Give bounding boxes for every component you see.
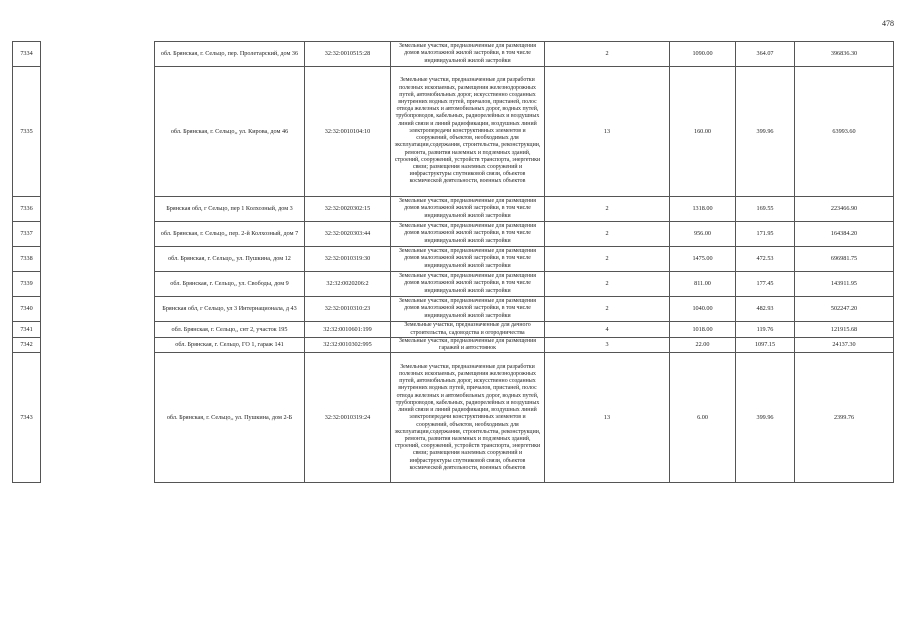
cell-id: 7343 — [13, 353, 41, 483]
cell-spacer — [41, 222, 155, 247]
table-row — [13, 197, 894, 222]
cell-purpose: Земельные участки, предназначенные для размещения домов малоэтажной жилой застройки, в том числе индивидуальной жилой застройки — [391, 247, 545, 272]
cell-spacer — [41, 297, 155, 322]
cell-value: 24137.30 — [795, 338, 894, 353]
cell-cadastral-number: 32:32:0010515:28 — [305, 42, 391, 67]
table-row — [13, 42, 894, 67]
cell-area: 1318.00 — [670, 197, 736, 222]
cell-code: 2 — [545, 297, 670, 322]
cell-value: 164384.20 — [795, 222, 894, 247]
cell-code: 13 — [545, 67, 670, 197]
cell-purpose: Земельные участки, предназначенные для разработки полезных ископаемых, размещения железнодорожных путей, автомобильных дорог, искусственно созданных внутренних водных путей, причалов, пристаней, полос отвода железных и автомобильных дорог, водных путей, трубопроводов, кабельных, радиорелейных и воздушных линий связи и линий радиофикации, воздушных линий электропередачи конструктивных элементов и сооружений, объектов, необходимых для эксплуатации,содержания, строительства, реконструкции, ремонта, развития наземных и подземных зданий, строений, сооружений, устройств транспорта, энергетики связи; размещения наземных сооружений и инфраструктуры спутниковой связи, объектов космической деятельности, военных объектов — [391, 353, 545, 483]
cell-address: обл. Брянская, г. Сельцо, ГО 1, гараж 141 — [155, 338, 305, 353]
cell-value: 143911.95 — [795, 272, 894, 297]
table-row — [13, 338, 894, 353]
cell-purpose: Земельные участки, предназначенные для дачного строительства, садоводства и огородничества — [391, 322, 545, 338]
cell-code: 2 — [545, 42, 670, 67]
cell-area: 6.00 — [670, 353, 736, 483]
cell-cadastral-number: 32:32:0010319:24 — [305, 353, 391, 483]
cell-purpose: Земельные участки, предназначенные для размещения домов малоэтажной жилой застройки, в том числе индивидуальной жилой застройки — [391, 272, 545, 297]
cell-area: 1090.00 — [670, 42, 736, 67]
cell-purpose: Земельные участки, предназначенные для размещения домов малоэтажной жилой застройки, в том числе индивидуальной жилой застройки — [391, 297, 545, 322]
cell-id: 7337 — [13, 222, 41, 247]
cell-purpose: Земельные участки, предназначенные для размещения гаражей и автостоянок — [391, 338, 545, 353]
cell-address: обл. Брянская, г. Сельцо,, ул. Свободы, дом 9 — [155, 272, 305, 297]
cell-cadastral-number: 32:32:0010601:199 — [305, 322, 391, 338]
cell-cadastral-number: 32:32:0010302:995 — [305, 338, 391, 353]
table-row — [13, 67, 894, 197]
cell-code: 13 — [545, 353, 670, 483]
cell-spacer — [41, 353, 155, 483]
cell-rate: 399.96 — [736, 67, 795, 197]
cell-code: 3 — [545, 338, 670, 353]
cell-id: 7341 — [13, 322, 41, 338]
cell-address: обл. Брянская, г. Сельцо, пер. Пролетарский, дом 36 — [155, 42, 305, 67]
cell-value: 2399.76 — [795, 353, 894, 483]
cell-rate: 169.55 — [736, 197, 795, 222]
cell-rate: 482.93 — [736, 297, 795, 322]
cell-area: 22.00 — [670, 338, 736, 353]
table-row — [13, 222, 894, 247]
cell-spacer — [41, 247, 155, 272]
cell-purpose: Земельные участки, предназначенные для размещения домов малоэтажной жилой застройки, в том числе индивидуальной жилой застройки — [391, 197, 545, 222]
cell-address: обл. Брянская, г. Сельцо,, ул. Пушкина, дом 12 — [155, 247, 305, 272]
cell-area: 1018.00 — [670, 322, 736, 338]
cell-code: 2 — [545, 222, 670, 247]
table-row — [13, 322, 894, 338]
table-row — [13, 353, 894, 483]
cell-purpose: Земельные участки, предназначенные для разработки полезных ископаемых, размещения железнодорожных путей, автомобильных дорог, искусственно созданных внутренних водных путей, причалов, пристаней, полос отвода железных и автомобильных дорог, водных путей, трубопроводов, кабельных, радиорелейных и воздушных линий связи и линий радиофикации, воздушных линий электропередачи конструктивных элементов и сооружений, объектов, необходимых для эксплуатации,содержания, строительства, реконструкции, ремонта, развития наземных и подземных зданий, строений, сооружений, устройств транспорта, энергетики связи; размещения наземных сооружений и инфраструктуры спутниковой связи, объектов космической деятельности, военных объектов — [391, 67, 545, 197]
cell-area: 160.00 — [670, 67, 736, 197]
cell-rate: 119.76 — [736, 322, 795, 338]
cell-id: 7338 — [13, 247, 41, 272]
cell-spacer — [41, 42, 155, 67]
cell-code: 4 — [545, 322, 670, 338]
cell-cadastral-number: 32:32:0020302:15 — [305, 197, 391, 222]
cell-value: 502247.20 — [795, 297, 894, 322]
cell-id: 7342 — [13, 338, 41, 353]
cell-rate: 364.07 — [736, 42, 795, 67]
cell-cadastral-number: 32:32:0010319:30 — [305, 247, 391, 272]
cell-purpose: Земельные участки, предназначенные для размещения домов малоэтажной жилой застройки, в том числе индивидуальной жилой застройки — [391, 42, 545, 67]
land-plot-table — [12, 41, 894, 483]
cell-rate: 472.53 — [736, 247, 795, 272]
cell-rate: 171.95 — [736, 222, 795, 247]
table-row — [13, 247, 894, 272]
cell-address: обл. Брянская, г. Сельцо,, ул. Кирова, дом 46 — [155, 67, 305, 197]
cell-rate: 177.45 — [736, 272, 795, 297]
cell-address: обл. Брянская, г. Сельцо,, ул. Пушкина, дом 2-Б — [155, 353, 305, 483]
cell-value: 121915.68 — [795, 322, 894, 338]
cell-spacer — [41, 322, 155, 338]
table-row — [13, 272, 894, 297]
cell-value: 223466.90 — [795, 197, 894, 222]
cell-id: 7336 — [13, 197, 41, 222]
cell-value: 63993.60 — [795, 67, 894, 197]
cell-id: 7335 — [13, 67, 41, 197]
cell-area: 1040.00 — [670, 297, 736, 322]
cell-spacer — [41, 338, 155, 353]
cell-address: Брянская обл, г Сельцо, ул 3 Интернационала, д 43 — [155, 297, 305, 322]
cell-area: 1475.00 — [670, 247, 736, 272]
table-body — [13, 42, 894, 483]
cell-value: 696981.75 — [795, 247, 894, 272]
cell-code: 2 — [545, 197, 670, 222]
cell-rate: 399.96 — [736, 353, 795, 483]
cell-code: 2 — [545, 272, 670, 297]
cell-value: 396836.30 — [795, 42, 894, 67]
cell-spacer — [41, 272, 155, 297]
cell-purpose: Земельные участки, предназначенные для размещения домов малоэтажной жилой застройки, в том числе индивидуальной жилой застройки — [391, 222, 545, 247]
cell-area: 811.00 — [670, 272, 736, 297]
cell-spacer — [41, 67, 155, 197]
cell-id: 7340 — [13, 297, 41, 322]
cell-area: 956.00 — [670, 222, 736, 247]
cell-cadastral-number: 32:32:0010310:23 — [305, 297, 391, 322]
cell-id: 7339 — [13, 272, 41, 297]
cell-id: 7334 — [13, 42, 41, 67]
cell-address: обл. Брянская, г. Сельцо,, снт 2, участок 195 — [155, 322, 305, 338]
cell-address: обл. Брянская, г. Сельцо,, пер. 2-й Колхозный, дом 7 — [155, 222, 305, 247]
cell-spacer — [41, 197, 155, 222]
page-number: 478 — [882, 19, 894, 28]
cell-address: Брянская обл, г Сельцо, пер 1 Колхозный, дом 3 — [155, 197, 305, 222]
table-row — [13, 297, 894, 322]
cell-code: 2 — [545, 247, 670, 272]
cell-cadastral-number: 32:32:0020303:44 — [305, 222, 391, 247]
cell-cadastral-number: 32:32:0020206:2 — [305, 272, 391, 297]
cell-rate: 1097.15 — [736, 338, 795, 353]
cell-cadastral-number: 32:32:0010104:10 — [305, 67, 391, 197]
